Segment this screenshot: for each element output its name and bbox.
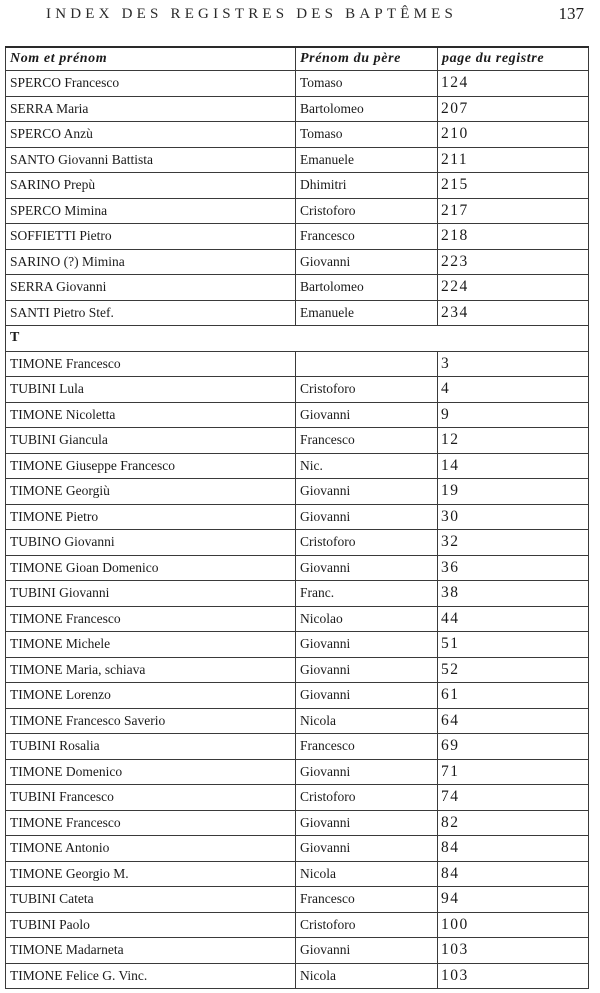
cell-father-name: Tomaso [296,122,438,148]
cell-name: SPERCO Anzù [6,122,296,148]
cell-father-name: Tomaso [296,71,438,97]
cell-register-page: 44 [438,606,589,632]
table-row [6,530,589,556]
cell-name: TIMONE Georgiù [6,479,296,505]
table-row [6,810,589,836]
cell-father-name: Dhimitri [296,173,438,199]
cell-name: TIMONE Francesco [6,351,296,377]
table-row [6,606,589,632]
cell-father-name: Giovanni [296,657,438,683]
cell-name: TIMONE Pietro [6,504,296,530]
table-row [6,198,589,224]
cell-father-name: Francesco [296,734,438,760]
cell-register-page: 4 [438,377,589,403]
cell-name: TUBINO Giovanni [6,530,296,556]
table-row [6,275,589,301]
cell-father-name: Giovanni [296,683,438,709]
cell-father-name: Franc. [296,581,438,607]
cell-name: TIMONE Francesco [6,810,296,836]
table-row [6,785,589,811]
table-row [6,734,589,760]
cell-father-name: Francesco [296,887,438,913]
cell-register-page: 223 [438,249,589,275]
cell-register-page: 51 [438,632,589,658]
table-header-row [6,47,589,71]
cell-register-page: 124 [438,71,589,97]
cell-name: SANTO Giovanni Battista [6,147,296,173]
cell-register-page: 9 [438,402,589,428]
cell-name: TUBINI Lula [6,377,296,403]
table-row [6,708,589,734]
cell-name: SERRA Maria [6,96,296,122]
cell-name: TIMONE Nicoletta [6,402,296,428]
cell-father-name: Giovanni [296,555,438,581]
table-row [6,504,589,530]
cell-father-name: Emanuele [296,147,438,173]
table-row [6,377,589,403]
table-row [6,428,589,454]
cell-register-page: 218 [438,224,589,250]
cell-name: TIMONE Antonio [6,836,296,862]
cell-register-page: 12 [438,428,589,454]
cell-register-page: 3 [438,351,589,377]
cell-father-name: Francesco [296,428,438,454]
cell-name: SPERCO Mimina [6,198,296,224]
cell-register-page: 52 [438,657,589,683]
column-header-name: Nom et prénom [6,47,296,71]
cell-father-name: Bartolomeo [296,96,438,122]
running-title: INDEX DES REGISTRES DES BAPTÊMES [46,6,458,22]
page-header [0,0,600,34]
cell-register-page: 217 [438,198,589,224]
cell-father-name: Francesco [296,224,438,250]
table-row [6,632,589,658]
cell-father-name: Giovanni [296,249,438,275]
table-row [6,938,589,964]
column-header-page: page du registre [438,47,589,71]
table-row [6,912,589,938]
cell-name: TIMONE Lorenzo [6,683,296,709]
baptism-register-table [5,46,589,989]
cell-register-page: 84 [438,836,589,862]
cell-name: TIMONE Maria, schiava [6,657,296,683]
cell-name: TIMONE Giuseppe Francesco [6,453,296,479]
cell-father-name: Nic. [296,453,438,479]
table-row [6,122,589,148]
cell-register-page: 82 [438,810,589,836]
cell-name: TUBINI Giovanni [6,581,296,607]
cell-father-name: Giovanni [296,759,438,785]
cell-register-page: 224 [438,275,589,301]
cell-name: TIMONE Michele [6,632,296,658]
cell-name: TIMONE Francesco Saverio [6,708,296,734]
cell-name: SARINO (?) Mimina [6,249,296,275]
cell-register-page: 94 [438,887,589,913]
cell-register-page: 234 [438,300,589,326]
column-header-father: Prénom du père [296,47,438,71]
cell-name: TIMONE Gioan Domenico [6,555,296,581]
cell-name: TUBINI Francesco [6,785,296,811]
cell-father-name: Giovanni [296,938,438,964]
cell-father-name: Bartolomeo [296,275,438,301]
section-letter: T [6,326,589,352]
section-heading-row [6,326,589,352]
cell-father-name: Emanuele [296,300,438,326]
cell-father-name: Giovanni [296,402,438,428]
page-number: 137 [558,4,584,23]
table-body [6,71,589,989]
cell-father-name: Nicola [296,708,438,734]
cell-name: TUBINI Rosalia [6,734,296,760]
cell-father-name: Giovanni [296,504,438,530]
cell-father-name: Cristoforo [296,785,438,811]
table-row [6,861,589,887]
table-row [6,249,589,275]
cell-name: TUBINI Cateta [6,887,296,913]
cell-father-name: Nicola [296,963,438,989]
cell-name: SARINO Prepù [6,173,296,199]
cell-name: SANTI Pietro Stef. [6,300,296,326]
cell-register-page: 14 [438,453,589,479]
cell-father-name: Cristoforo [296,198,438,224]
cell-name: TIMONE Felice G. Vinc. [6,963,296,989]
cell-register-page: 103 [438,938,589,964]
table-row [6,351,589,377]
cell-register-page: 64 [438,708,589,734]
cell-name: SOFFIETTI Pietro [6,224,296,250]
cell-register-page: 207 [438,96,589,122]
cell-father-name [296,351,438,377]
table-row [6,453,589,479]
cell-register-page: 36 [438,555,589,581]
cell-register-page: 19 [438,479,589,505]
table-row [6,683,589,709]
cell-name: TUBINI Paolo [6,912,296,938]
table-row [6,887,589,913]
cell-father-name: Giovanni [296,810,438,836]
cell-father-name: Cristoforo [296,530,438,556]
cell-father-name: Giovanni [296,632,438,658]
table-row [6,479,589,505]
cell-father-name: Cristoforo [296,377,438,403]
cell-name: TIMONE Georgio M. [6,861,296,887]
cell-name: SERRA Giovanni [6,275,296,301]
table-row [6,300,589,326]
table-row [6,224,589,250]
table-row [6,836,589,862]
cell-register-page: 32 [438,530,589,556]
table-row [6,402,589,428]
cell-register-page: 74 [438,785,589,811]
cell-name: TIMONE Domenico [6,759,296,785]
table-row [6,71,589,97]
table-row [6,759,589,785]
cell-register-page: 84 [438,861,589,887]
cell-register-page: 210 [438,122,589,148]
cell-father-name: Giovanni [296,479,438,505]
table-row [6,657,589,683]
cell-register-page: 69 [438,734,589,760]
cell-register-page: 211 [438,147,589,173]
cell-name: TIMONE Francesco [6,606,296,632]
table-row [6,555,589,581]
cell-name: TIMONE Madarneta [6,938,296,964]
cell-register-page: 30 [438,504,589,530]
cell-register-page: 38 [438,581,589,607]
cell-register-page: 100 [438,912,589,938]
cell-father-name: Nicolao [296,606,438,632]
cell-name: SPERCO Francesco [6,71,296,97]
cell-register-page: 71 [438,759,589,785]
cell-father-name: Cristoforo [296,912,438,938]
cell-register-page: 215 [438,173,589,199]
table-row [6,96,589,122]
cell-name: TUBINI Giancula [6,428,296,454]
cell-register-page: 103 [438,963,589,989]
table-row [6,147,589,173]
table-row [6,963,589,989]
cell-father-name: Nicola [296,861,438,887]
table-row [6,173,589,199]
cell-register-page: 61 [438,683,589,709]
table-row [6,581,589,607]
cell-father-name: Giovanni [296,836,438,862]
